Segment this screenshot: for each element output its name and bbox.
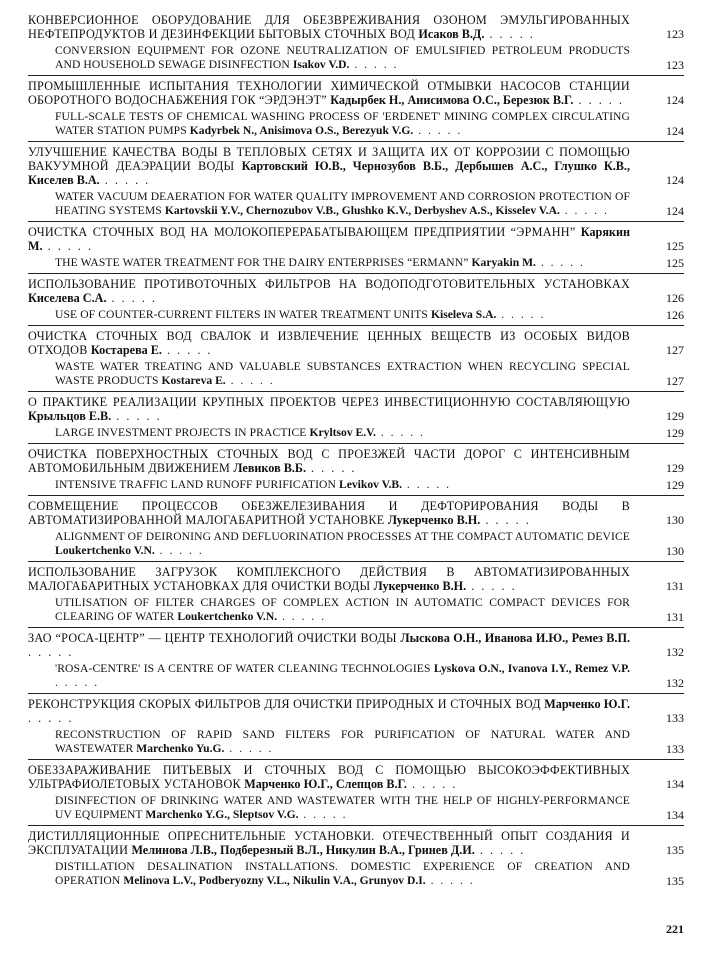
toc-entry-english: [28, 662, 684, 690]
leader-dots: . . . . .: [106, 291, 157, 305]
toc-entry: [28, 693, 684, 759]
toc-entry: [28, 759, 684, 825]
leader-dots: . . . . .: [306, 461, 357, 475]
page-ref: 124: [666, 204, 684, 218]
entry-text: [55, 256, 630, 270]
toc-entry: [28, 495, 684, 561]
article-title: FULL-SCALE TESTS OF CHEMICAL WASHING PROCESS OF 'ERDENET' MINING COMPLEX CIRCULATING WATER STATION PUMPS: [55, 110, 630, 137]
page-ref: 135: [666, 874, 684, 888]
page-ref: 124: [666, 93, 684, 107]
toc-entry-english: [28, 256, 684, 270]
entry-text: [55, 426, 630, 440]
leader-dots: . . . . .: [277, 610, 327, 623]
article-authors: Melinova L.V., Podberyozny V.L., Nikulin V.A., Grunyov D.I.: [123, 874, 426, 887]
leader-dots: . . . . .: [161, 343, 213, 357]
entry-text: [28, 79, 630, 107]
article-title: ИСПОЛЬЗОВАНИЕ ЗАГРУЗОК КОМПЛЕКСНОГО ДЕЙСТВИЯ В АВТОМАТИЗИРОВАННЫХ МАЛОГАБАРИТНЫХ УСТАНОВКАХ ДЛЯ ОЧИСТКИ ВОДЫ: [28, 565, 630, 593]
leader-dots: . . . . .: [154, 544, 204, 557]
entry-text: [55, 44, 630, 72]
article-authors: Kryltsov E.V.: [309, 426, 376, 439]
article-title: РЕКОНСТРУКЦИЯ СКОРЫХ ФИЛЬТРОВ ДЛЯ ОЧИСТКИ ПРИРОДНЫХ И СТОЧНЫХ ВОД: [28, 697, 541, 711]
article-authors: Kiseleva S.A.: [430, 308, 497, 321]
article-title: INTENSIVE TRAFFIC LAND RUNOFF PURIFICATION: [55, 478, 336, 491]
page-ref: 129: [666, 409, 684, 423]
page-ref: 127: [666, 343, 684, 357]
toc-entry: [28, 443, 684, 495]
page-ref: 135: [666, 843, 684, 857]
article-title: ПРОМЫШЛЕННЫЕ ИСПЫТАНИЯ ТЕХНОЛОГИИ ХИМИЧЕСКОЙ ОТМЫВКИ НАСОСОВ СТАНЦИИ ОБОРОТНОГО ВОДОСНАБЖЕНИЯ ГОК “ЭРДЭНЭТ”: [28, 79, 630, 107]
article-authors: Лыскова О.Н., Иванова И.Ю., Ремез В.П.: [400, 631, 630, 645]
article-title: ЗАО “РОСА-ЦЕНТР” — ЦЕНТР ТЕХНОЛОГИЙ ОЧИСТКИ ВОДЫ: [28, 631, 397, 645]
article-authors: Карякин М.: [28, 225, 630, 253]
toc-entry: [28, 627, 684, 693]
page-ref: 133: [666, 742, 684, 756]
page-ref: 129: [666, 426, 684, 440]
toc-entry: [28, 75, 684, 141]
article-title: ОЧИСТКА СТОЧНЫХ ВОД НА МОЛОКОПЕРЕРАБАТЫВАЮЩЕМ ПРЕДПРИЯТИИ “ЭРМАНН”: [28, 225, 576, 239]
entry-text: [55, 110, 630, 138]
article-authors: Loukertchenko V.N.: [177, 610, 278, 623]
toc-entry-russian: [28, 499, 684, 527]
entry-text: [28, 145, 630, 187]
article-authors: Левиков В.Б.: [233, 461, 306, 475]
page-number: 221: [666, 922, 684, 936]
toc-entry-english: [28, 190, 684, 218]
article-title: ОЧИСТКА СТОЧНЫХ ВОД СВАЛОК И ИЗВЛЕЧЕНИЕ ЦЕННЫХ ВЕЩЕСТВ ИЗ ОСОБЫХ ВИДОВ ОТХОДОВ: [28, 329, 630, 357]
entry-text: [28, 565, 630, 593]
leader-dots: . . . . .: [224, 742, 274, 755]
toc-entry-russian: [28, 631, 684, 659]
leader-dots: . . . . .: [474, 843, 526, 857]
leader-dots: . . . . .: [402, 478, 452, 491]
entry-text: [28, 447, 630, 475]
leader-dots: . . . . .: [349, 58, 399, 71]
leader-dots: . . . . .: [28, 645, 74, 659]
toc-entry-english: [28, 44, 684, 72]
leader-dots: . . . . .: [466, 579, 517, 593]
page-ref: 123: [666, 58, 684, 72]
leader-dots: . . . . .: [298, 808, 348, 821]
toc-entry-english: [28, 860, 684, 888]
article-authors: Levikov V.B.: [338, 478, 403, 491]
leader-dots: . . . . .: [406, 777, 458, 791]
article-title: УЛУЧШЕНИЕ КАЧЕСТВА ВОДЫ В ТЕПЛОВЫХ СЕТЯХ И ЗАЩИТА ИХ ОТ КОРРОЗИИ С ПОМОЩЬЮ ВАКУУМНОЙ ДЕАЭРАЦИИ ВОДЫ: [28, 145, 630, 173]
article-title: ДИСТИЛЛЯЦИОННЫЕ ОПРЕСНИТЕЛЬНЫЕ УСТАНОВКИ. ОТЕЧЕСТВЕННЫЙ ОПЫТ СОЗДАНИЯ И ЭКСПЛУАТАЦИИ: [28, 829, 630, 857]
entry-text: [55, 596, 630, 624]
article-title: ALIGNMENT OF DEIRONING AND DEFLUORINATION PROCESSES AT THE COMPACT AUTOMATIC DEVICE: [55, 530, 630, 543]
toc-entry: [28, 221, 684, 273]
article-title: КОНВЕРСИОННОЕ ОБОРУДОВАНИЕ ДЛЯ ОБЕЗВРЕЖИВАНИЯ ОЗОНОМ ЭМУЛЬГИРОВАННЫХ НЕФТЕПРОДУКТОВ И ДЕЗИНФЕКЦИИ БЫТОВЫХ СТОЧНЫХ ВОД: [28, 13, 630, 41]
article-authors: Картовский Ю.В., Чернозубов В.Б., Дербышев А.С., Глушко К.В., Киселев В.А.: [28, 159, 630, 187]
table-of-contents: [28, 10, 684, 891]
page-ref: 130: [666, 513, 684, 527]
toc-entry: [28, 561, 684, 627]
toc-entry-russian: [28, 697, 684, 725]
leader-dots: . . . . .: [413, 124, 463, 137]
toc-entry: [28, 10, 684, 75]
entry-text: [28, 395, 630, 423]
page-ref: 129: [666, 461, 684, 475]
article-authors: Kadyrbek N., Anisimova O.S., Berezyuk V.G.: [189, 124, 414, 137]
article-authors: Мелинова Л.В., Подберезный В.Л., Никулин В.А., Гринев Д.И.: [131, 843, 475, 857]
toc-entry-english: [28, 530, 684, 558]
leader-dots: . . . . .: [480, 513, 531, 527]
toc-entry: [28, 825, 684, 891]
article-authors: Kartovskii Y.V., Chernozubov V.B., Glushko K.V., Derbyshev A.S., Kisselev V.A.: [164, 204, 560, 217]
article-authors: Kostareva E.: [161, 374, 226, 387]
article-title: WATER VACUUM DEAERATION FOR WATER QUALITY IMPROVEMENT AND CORROSION PROTECTION OF HEATING SYSTEMS: [55, 190, 630, 217]
leader-dots: . . . . .: [375, 426, 425, 439]
toc-entry-russian: [28, 763, 684, 791]
page-ref: 129: [666, 478, 684, 492]
page-ref: 125: [666, 239, 684, 253]
entry-text: [55, 662, 630, 690]
toc-entry-english: [28, 728, 684, 756]
toc-entry-russian: [28, 79, 684, 107]
article-title: UTILISATION OF FILTER CHARGES OF COMPLEX ACTION IN AUTOMATIC COMPACT DEVICES FOR CLEARING OF WATER: [55, 596, 630, 623]
page-ref: 124: [666, 124, 684, 138]
toc-entry-english: [28, 478, 684, 492]
page-ref: 130: [666, 544, 684, 558]
page-ref: 123: [666, 27, 684, 41]
leader-dots: . . . . .: [496, 308, 546, 321]
entry-text: [55, 530, 630, 558]
article-authors: Marchenko Yu.G.: [136, 742, 225, 755]
leader-dots: . . . . .: [28, 711, 74, 725]
page-ref: 132: [666, 676, 684, 690]
entry-text: [55, 360, 630, 388]
leader-dots: . . . . .: [99, 173, 151, 187]
entry-text: [28, 631, 630, 659]
toc-entry-russian: [28, 225, 684, 253]
article-title: О ПРАКТИКЕ РЕАЛИЗАЦИИ КРУПНЫХ ПРОЕКТОВ ЧЕРЕЗ ИНВЕСТИЦИОННУЮ СОСТАВЛЯЮЩУЮ: [28, 395, 630, 409]
article-title: 'ROSA-CENTRE' IS A CENTRE OF WATER CLEANING TECHNOLOGIES: [55, 662, 431, 675]
page-ref: 126: [666, 291, 684, 305]
leader-dots: . . . . .: [55, 676, 100, 689]
toc-entry-english: [28, 110, 684, 138]
toc-entry-russian: [28, 395, 684, 423]
article-authors: Lyskova O.N., Ivanova I.Y., Remez V.P.: [433, 662, 630, 675]
article-title: CONVERSION EQUIPMENT FOR OZONE NEUTRALIZATION OF EMULSIFIED PETROLEUM PRODUCTS AND HOUSEHOLD SEWAGE DISINFECTION: [55, 44, 630, 71]
toc-entry: [28, 391, 684, 443]
page-ref: 126: [666, 308, 684, 322]
entry-text: [28, 697, 630, 725]
article-title: USE OF COUNTER-CURRENT FILTERS IN WATER TREATMENT UNITS: [55, 308, 428, 321]
toc-entry-russian: [28, 13, 684, 41]
toc-entry-russian: [28, 277, 684, 305]
toc-entry-russian: [28, 329, 684, 357]
toc-entry: [28, 325, 684, 391]
toc-entry-english: [28, 596, 684, 624]
entry-text: [28, 277, 630, 305]
entry-text: [55, 860, 630, 888]
article-title: LARGE INVESTMENT PROJECTS IN PRACTICE: [55, 426, 307, 439]
page-ref: 124: [666, 173, 684, 187]
leader-dots: . . . . .: [111, 409, 162, 423]
toc-entry-russian: [28, 829, 684, 857]
article-title: DISTILLATION DESALINATION INSTALLATIONS. DOMESTIC EXPERIENCE OF CREATION AND OPERATION: [55, 860, 630, 887]
toc-entry-english: [28, 308, 684, 322]
article-authors: Karyakin M.: [471, 256, 536, 269]
entry-text: [55, 190, 630, 218]
article-authors: Isakov V.D.: [292, 58, 350, 71]
entry-text: [28, 829, 630, 857]
leader-dots: . . . . .: [535, 256, 585, 269]
article-authors: Марченко Ю.Г.: [544, 697, 630, 711]
page-ref: 125: [666, 256, 684, 270]
leader-dots: . . . . .: [225, 374, 275, 387]
entry-text: [28, 225, 630, 253]
article-title: СОВМЕЩЕНИЕ ПРОЦЕССОВ ОБЕЗЖЕЛЕЗИВАНИЯ И ДЕФТОРИРОВАНИЯ ВОДЫ В АВТОМАТИЗИРОВАННОЙ МАЛОГАБАРИТНОЙ УСТАНОВКЕ: [28, 499, 630, 527]
article-authors: Марченко Ю.Г., Слепцов В.Г.: [244, 777, 407, 791]
toc-entry: [28, 141, 684, 221]
entry-text: [55, 308, 630, 322]
article-title: WASTE WATER TREATING AND VALUABLE SUBSTANCES EXTRACTION WHEN RECYCLING SPECIAL WASTE PRODUCTS: [55, 360, 630, 387]
article-authors: Крыльцов Е.В.: [28, 409, 112, 423]
leader-dots: . . . . .: [573, 93, 624, 107]
article-authors: Кадырбек Н., Анисимова О.С., Березюк В.Г.: [330, 93, 574, 107]
leader-dots: . . . . .: [42, 239, 94, 253]
entry-text: [55, 478, 630, 492]
page-ref: 131: [666, 579, 684, 593]
article-authors: Исаков В.Д.: [418, 27, 485, 41]
article-authors: Loukertchenko V.N.: [55, 544, 155, 557]
page-ref: 133: [666, 711, 684, 725]
toc-entry-english: [28, 360, 684, 388]
toc-entry-english: [28, 426, 684, 440]
entry-text: [28, 499, 630, 527]
entry-text: [28, 13, 630, 41]
article-authors: Киселева С.А.: [28, 291, 107, 305]
article-title: DISINFECTION OF DRINKING WATER AND WASTEWATER WITH THE HELP OF HIGHLY-PERFORMANCE UV EQUIPMENT: [55, 794, 630, 821]
toc-entry-russian: [28, 145, 684, 187]
article-authors: Лукерченко В.Н.: [373, 579, 467, 593]
entry-text: [55, 728, 630, 756]
entry-text: [28, 329, 630, 357]
article-title: ОЧИСТКА ПОВЕРХНОСТНЫХ СТОЧНЫХ ВОД С ПРОЕЗЖЕЙ ЧАСТИ ДОРОГ С ИНТЕНСИВНЫМ АВТОМОБИЛЬНЫМ ДВИЖЕНИЕМ: [28, 447, 630, 475]
article-title: THE WASTE WATER TREATMENT FOR THE DAIRY ENTERPRISES “ERMANN”: [55, 256, 469, 269]
page-ref: 134: [666, 808, 684, 822]
leader-dots: . . . . .: [484, 27, 535, 41]
article-title: ОБЕЗЗАРАЖИВАНИЕ ПИТЬЕВЫХ И СТОЧНЫХ ВОД С ПОМОЩЬЮ ВЫСОКОЭФФЕКТИВНЫХ УЛЬТРАФИОЛЕТОВЫХ УСТАНОВОК: [28, 763, 630, 791]
page-ref: 131: [666, 610, 684, 624]
entry-text: [28, 763, 630, 791]
toc-entry-russian: [28, 447, 684, 475]
entry-text: [55, 794, 630, 822]
page-ref: 134: [666, 777, 684, 791]
page-ref: 132: [666, 645, 684, 659]
article-title: ИСПОЛЬЗОВАНИЕ ПРОТИВОТОЧНЫХ ФИЛЬТРОВ НА ВОДОПОДГОТОВИТЕЛЬНЫХ УСТАНОВКАХ: [28, 277, 630, 291]
toc-entry-russian: [28, 565, 684, 593]
page-ref: 127: [666, 374, 684, 388]
toc-entry-english: [28, 794, 684, 822]
article-title: RECONSTRUCTION OF RAPID SAND FILTERS FOR PURIFICATION OF NATURAL WATER AND WASTEWATER: [55, 728, 630, 755]
toc-entry: [28, 273, 684, 325]
leader-dots: . . . . .: [559, 204, 609, 217]
article-authors: Костарева Е.: [90, 343, 162, 357]
article-authors: Marchenko Y.G., Sleptsov V.G.: [145, 808, 299, 821]
article-authors: Лукерченко В.Н.: [387, 513, 481, 527]
leader-dots: . . . . .: [425, 874, 475, 887]
